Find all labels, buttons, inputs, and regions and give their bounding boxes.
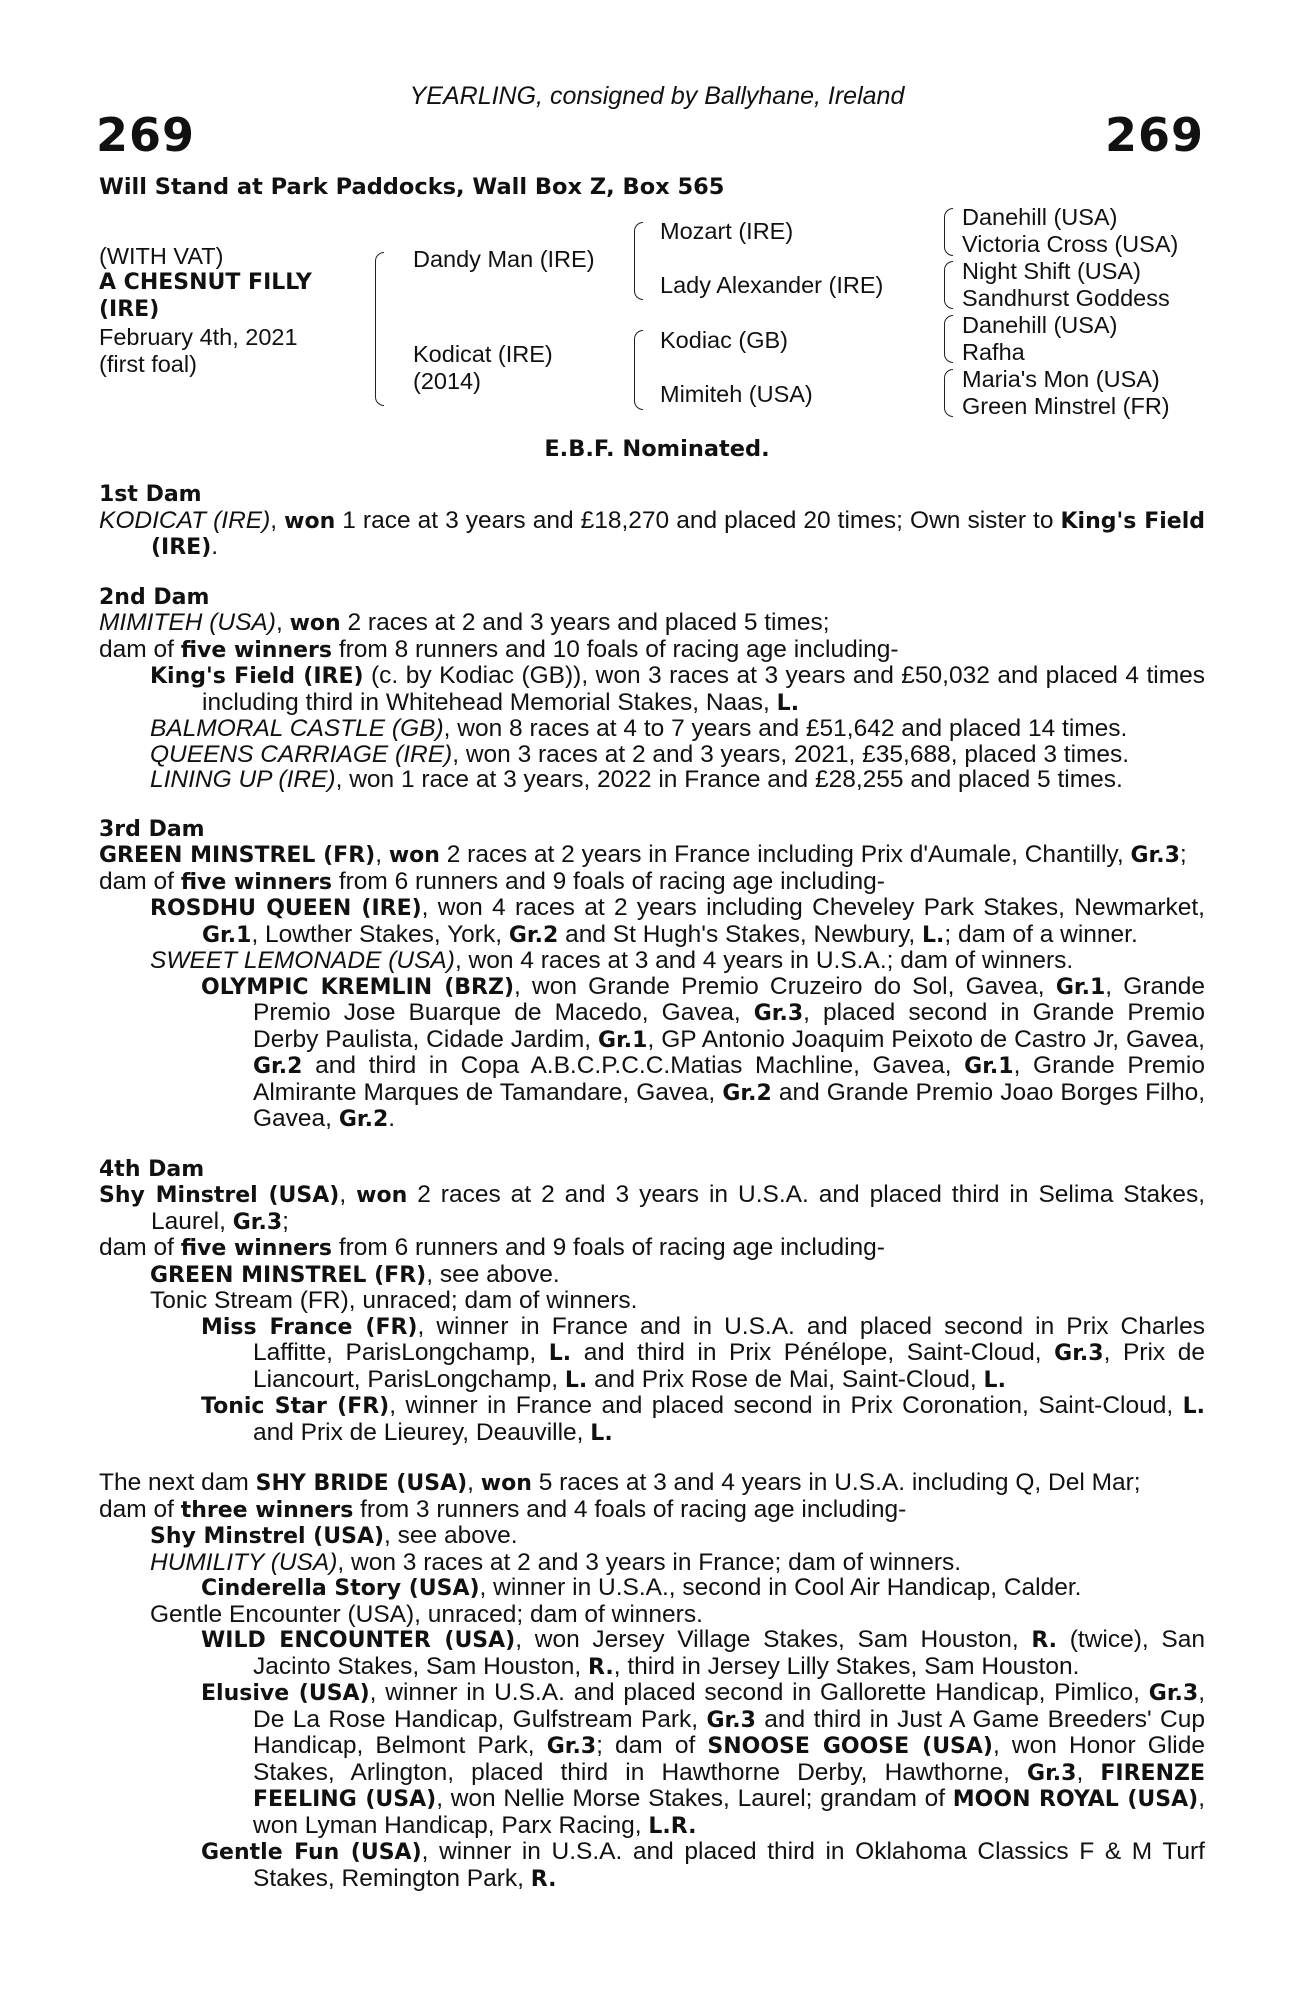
dam: Kodicat (IRE) [413, 341, 553, 367]
pedigree-brace-3d [944, 369, 953, 417]
pedigree-brace-1 [375, 252, 384, 406]
lot-number-right: 269 [1104, 108, 1204, 162]
lot-number-left: 269 [96, 108, 196, 162]
sire-sire: Mozart (IRE) [660, 218, 794, 244]
fourth-dam-heading: 4th Dam [99, 1156, 205, 1182]
dam-dam: Mimiteh (USA) [660, 381, 813, 407]
produce-tonic-star: Tonic Star (FR), winner in France and placed second in Prix Coronation, Saint-Cloud, L. and Prix de Lieurey, Deauville, L. [201, 1392, 1206, 1446]
produce-rosdhu-queen: ROSDHU QUEEN (IRE), won 4 races at 2 years including Cheveley Park Stakes, Newmarket, Gr.1, Lowther Stakes, York, Gr.2 and St Hugh's Stakes, Newbury, L.; dam of a winner. [150, 894, 1205, 948]
produce-tonic-stream: Tonic Stream (FR), unraced; dam of winners. [150, 1287, 638, 1314]
third-dam-produce: dam of five winners from 6 runners and 9 foals of racing age including- [99, 867, 885, 895]
produce-lining-up: LINING UP (IRE), won 1 race at 3 years, 2022 in France and £28,255 and placed 5 times. [150, 766, 1123, 793]
second-dam-produce: dam of five winners from 8 runners and 10 foals of racing age including- [99, 635, 899, 663]
gen3-1: Danehill (USA) [962, 204, 1118, 230]
produce-shy-minstrel: Shy Minstrel (USA), see above. [150, 1522, 518, 1549]
produce-wild-encounter: WILD ENCOUNTER (USA), won Jersey Village Stakes, Sam Houston, R. (twice), San Jacinto Stakes, Sam Houston, R., third in Jersey Lilly Stakes, Sam Houston. [201, 1626, 1205, 1680]
third-dam-heading: 3rd Dam [99, 816, 205, 842]
second-dam-text: MIMITEH (USA), won 2 races at 2 and 3 years and placed 5 times; [99, 609, 830, 636]
next-dam-section [99, 1470, 1205, 1892]
first-dam-section [99, 482, 1205, 561]
produce-queens-carriage: QUEENS CARRIAGE (IRE), won 3 races at 2 and 3 years, 2021, £35,688, placed 3 times. [150, 740, 1130, 768]
stand-location: Will Stand at Park Paddocks, Wall Box Z, Box 565 [99, 174, 725, 200]
second-dam-heading: 2nd Dam [99, 584, 210, 610]
produce-sweet-lemonade: SWEET LEMONADE (USA), won 4 races at 3 and 4 years in U.S.A.; dam of winners. [150, 947, 1074, 974]
gen3-7: Maria's Mon (USA) [962, 366, 1160, 392]
produce-elusive: Elusive (USA), winner in U.S.A. and placed second in Gallorette Handicap, Pimlico, Gr.3, De La Rose Handicap, Gulfstream Park, Gr.3 and third in Just A Game Breeders' Cup Handicap, Belmont Park, Gr.3; dam of SNOOSE GOOSE (USA), won Honor Glide Stakes, Arlington, placed third in Hawthorne Derby, Hawthorne, Gr.3, FIRENZE FEELING (USA), won Nellie Morse Stakes, Laurel; grandam of MOON ROYAL (USA), won Lyman Handicap, Parx Racing, L.R. [201, 1679, 1206, 1839]
next-dam-produce: dam of three winners from 3 runners and 4 foals of racing age including- [99, 1495, 907, 1523]
gen3-6: Rafha [962, 339, 1025, 365]
pedigree-brace-3c [944, 315, 953, 363]
ebf-nomination: E.B.F. Nominated. [544, 436, 770, 462]
subject-name-origin: (IRE) [99, 297, 160, 322]
produce-kings-field: King's Field (IRE) (c. by Kodiac (GB)), won 3 races at 3 years and £50,032 and placed 4 times including third in Whitehead Memorial Stakes, Naas, L. [150, 662, 1205, 716]
gen3-3: Night Shift (USA) [962, 258, 1141, 284]
produce-cinderella-story: Cinderella Story (USA), winner in U.S.A., second in Cool Air Handicap, Calder. [201, 1574, 1082, 1601]
dam-sire: Kodiac (GB) [660, 327, 788, 353]
vat-note: (WITH VAT) [99, 243, 224, 269]
fourth-dam-text: Shy Minstrel (USA), won 2 races at 2 and 3 years in U.S.A. and placed third in Selima Stakes, Laurel, Gr.3; [99, 1181, 1206, 1235]
fourth-dam-produce: dam of five winners from 6 runners and 9 foals of racing age including- [99, 1234, 885, 1261]
pedigree-brace-2b [634, 330, 643, 410]
produce-balmoral-castle: BALMORAL CASTLE (GB), won 8 races at 4 to 7 years and £51,642 and placed 14 times. [150, 715, 1128, 742]
pedigree-brace-2a [634, 222, 643, 300]
pedigree-brace-3b [944, 261, 953, 309]
gen3-8: Green Minstrel (FR) [962, 393, 1170, 419]
foaling-date: February 4th, 2021 [99, 324, 298, 350]
sire: Dandy Man (IRE) [413, 246, 595, 272]
gen3-4: Sandhurst Goddess [962, 285, 1170, 311]
produce-miss-france: Miss France (FR), winner in France and in U.S.A. and placed second in Prix Charles Laffitte, ParisLongchamp, L. and third in Prix Pénélope, Saint-Cloud, Gr.3, Prix de Liancourt, ParisLongchamp, L. and Prix Rose de Mai, Saint-Cloud, L. [201, 1312, 1205, 1393]
first-dam-heading: 1st Dam [99, 482, 202, 507]
gen3-5: Danehill (USA) [962, 312, 1118, 338]
sire-dam: Lady Alexander (IRE) [660, 272, 884, 298]
pedigree-brace-3a [944, 208, 953, 256]
produce-gentle-fun: Gentle Fun (USA), winner in U.S.A. and placed third in Oklahoma Classics F & M Turf Stakes, Remington Park, R. [201, 1838, 1205, 1892]
produce-olympic-kremlin: OLYMPIC KREMLIN (BRZ), won Grande Premio Cruzeiro do Sol, Gavea, Gr.1, Grande Premio Jose Buarque de Macedo, Gavea, Gr.3, placed second in Grande Premio Derby Paulista, Cidade Jardim, Gr.1, GP Antonio Joaquim Peixoto de Castro Jr, Gavea, Gr.2 and third in Copa A.B.C.P.C.C.Matias Machline, Gavea, Gr.1, Grande Premio Almirante Marques de Tamandare, Gavea, Gr.2 and Grande Premio Joao Borges Filho, Gavea, Gr.2. [201, 972, 1205, 1132]
third-dam-text: GREEN MINSTREL (FR), won 2 races at 2 years in France including Prix d'Aumale, Chantilly, Gr.3; [99, 841, 1187, 868]
dam-year: (2014) [413, 368, 481, 394]
produce-gentle-encounter: Gentle Encounter (USA), unraced; dam of winners. [150, 1600, 703, 1628]
gen3-2: Victoria Cross (USA) [962, 231, 1179, 257]
catalogue-body [99, 482, 1205, 1892]
next-dam-text: The next dam SHY BRIDE (USA), won 5 races at 3 and 4 years in U.S.A. including Q, Del Mar; [99, 1469, 1141, 1496]
first-dam-text: KODICAT (IRE), won 1 race at 3 years and £18,270 and placed 20 times; Own sister to King's Field (IRE). [99, 506, 1205, 560]
third-dam-section [99, 817, 1205, 1133]
subject-name: A CHESNUT FILLY [99, 270, 312, 295]
fourth-dam-section [99, 1157, 1205, 1447]
produce-green-minstrel: GREEN MINSTREL (FR), see above. [150, 1260, 560, 1288]
sale-line: YEARLING, consigned by Ballyhane, Ireland [409, 82, 905, 110]
first-foal-note: (first foal) [99, 351, 197, 377]
second-dam-section [99, 585, 1205, 793]
produce-humility: HUMILITY (USA), won 3 races at 2 and 3 years in France; dam of winners. [150, 1548, 962, 1576]
